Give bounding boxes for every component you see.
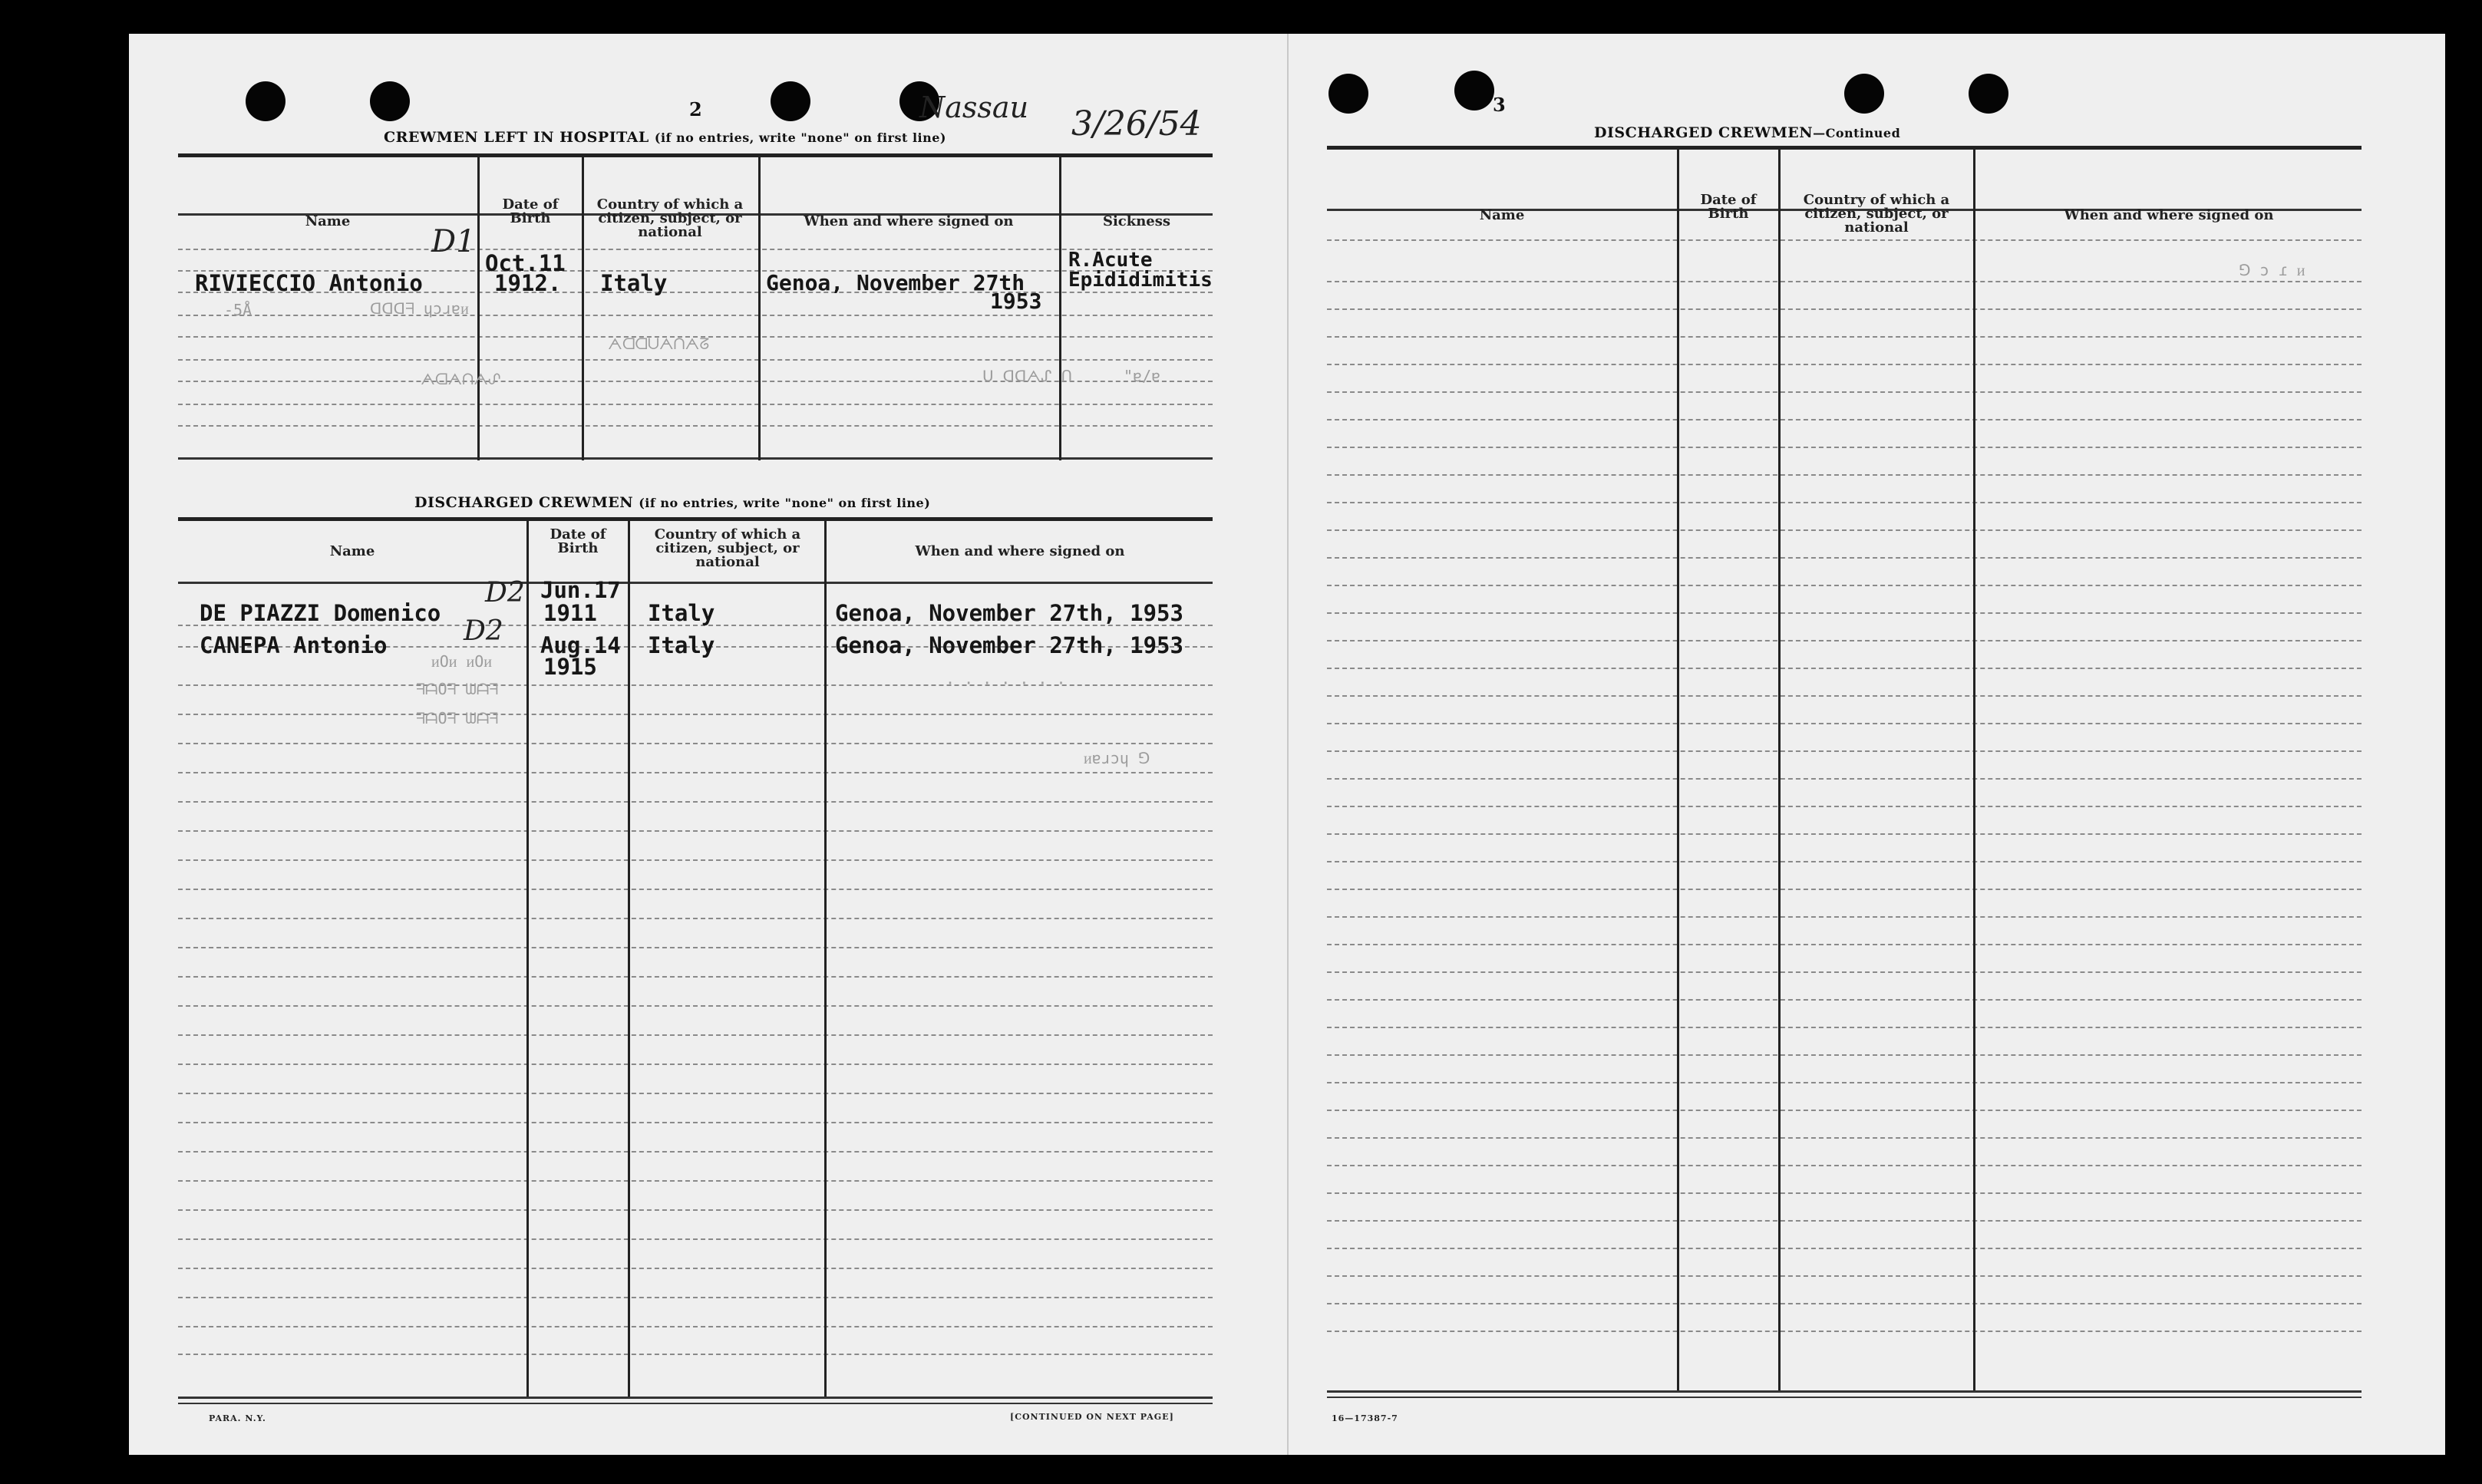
crewman-country: Italy: [648, 600, 715, 626]
discharged-title-text: DISCHARGED CREWMEN: [1594, 124, 1814, 141]
header-name: Name: [305, 213, 351, 229]
hospital-section-title: [384, 129, 946, 146]
crewman-sickness-detail: Epididimitis: [1068, 269, 1213, 292]
crewman-signed-on: Genoa, November 27th: [766, 270, 1025, 295]
header-dob: Date of Birth: [1700, 192, 1757, 222]
bleed-through: "ɐ/ɐ: [1124, 367, 1161, 385]
header-country: Country of which a citizen, subject, or national: [1803, 192, 1950, 236]
header-dob: Date of Birth: [550, 526, 606, 556]
header-name: Name: [329, 543, 375, 559]
header-sickness: Sickness: [1102, 213, 1171, 229]
continued-note: [CONTINUED ON NEXT PAGE]: [1010, 1412, 1174, 1422]
crewman-country: Italy: [600, 270, 668, 296]
page-number: 2: [689, 98, 702, 120]
header-dob: Date of Birth: [502, 196, 559, 226]
crewman-sickness: R.Acute: [1068, 249, 1153, 272]
crewman-signed-year: 1953: [990, 289, 1042, 314]
crewman-country: Italy: [648, 632, 715, 658]
handwritten-mark: D1: [431, 224, 476, 259]
form-printer-mark: PARA. N.Y.: [209, 1413, 266, 1423]
discharged-title-note: (if no entries, write "none" on first line): [639, 496, 931, 510]
hospital-title-text: CREWMEN LEFT IN HOSPITAL: [384, 129, 649, 146]
discharged-title-suffix: —Continued: [1813, 126, 1901, 140]
page-number: 3: [1493, 94, 1506, 116]
punch-hole: [246, 81, 285, 121]
crewman-dob-date: Oct.11: [485, 250, 566, 276]
crewman-name: CANEPA Antonio: [200, 632, 388, 658]
bleed-through: ꓨ ɔ ɾ ᴎ: [2239, 261, 2305, 279]
bleed-through: ᖷᗩOᖷ ᗯᗩᖷ: [416, 709, 499, 727]
discharged-section-title: [414, 494, 930, 511]
handwritten-date: 3/26/54: [1071, 104, 1202, 143]
discharged-continued-title: [1594, 124, 1900, 141]
bleed-through: · · · · · · ·: [946, 674, 1066, 692]
bleed-through: ᴎɐɹɔɥ ꓨ: [1084, 749, 1150, 767]
handwritten-note: Nassau: [919, 91, 1029, 124]
crewman-name: DE PIAZZI Domenico: [200, 600, 441, 626]
crewman-dob-year: 1915: [543, 654, 597, 680]
crewman-name: RIVIECCIO Antonio: [195, 270, 423, 296]
page-3: [1287, 34, 2447, 1455]
discharged-table: [178, 517, 1213, 1407]
bleed-through: ᑌ ᗡᗡᗅᔑ ᑎ: [982, 367, 1073, 385]
header-country: Country of which a citizen, subject, or national: [654, 526, 801, 570]
discharged-title-text: DISCHARGED CREWMEN: [414, 494, 634, 511]
handwritten-mark: D2: [485, 577, 525, 608]
discharged-continued-table: [1327, 146, 2362, 1404]
header-signed: When and where signed on: [2064, 207, 2274, 223]
bleed-through: ᗅᗡᗡᑌᗅᑎᗅᘔ: [608, 335, 710, 353]
crewman-signed-on: Genoa, November 27th, 1953: [835, 632, 1183, 658]
page-2: [129, 34, 1287, 1455]
bleed-through: ᴎOᴎ ᴎOᴎ: [431, 652, 492, 671]
crewman-dob-date: Aug.14: [540, 632, 621, 658]
punch-hole: [370, 81, 410, 121]
crewman-signed-on: Genoa, November 27th, 1953: [835, 600, 1183, 626]
crewman-dob-year: 1912.: [494, 270, 562, 296]
punch-hole: [1844, 74, 1884, 114]
header-signed: When and where signed on: [804, 213, 1014, 229]
form-number: 16—17387-7: [1332, 1413, 1398, 1423]
bleed-through: ᖷᗩOᖷ ᗯᗩᖷ: [416, 680, 499, 698]
header-country: Country of which a citizen, subject, or national: [596, 196, 744, 240]
crewman-dob-year: 1911: [543, 600, 597, 626]
punch-hole: [1969, 74, 2008, 114]
hospital-title-note: (if no entries, write "none" on first line): [654, 130, 946, 145]
hospital-table: [178, 153, 1213, 463]
punch-hole: [771, 81, 810, 121]
header-name: Name: [1479, 207, 1525, 223]
punch-hole: [1454, 71, 1494, 110]
header-signed: When and where signed on: [915, 543, 1125, 559]
handwritten-mark: D2: [464, 615, 503, 647]
bleed-through: ᗅᗡᗅᑎᗅᔑ: [421, 370, 501, 388]
manifest-sheet: [129, 34, 2445, 1455]
bleed-through: -5Å: [224, 301, 252, 319]
crewman-dob-date: Jun.17: [540, 577, 621, 603]
punch-hole: [1328, 74, 1368, 114]
bleed-through: ᗡᗡᗡᖷ ɥɔɹɐᴎ: [370, 299, 469, 318]
